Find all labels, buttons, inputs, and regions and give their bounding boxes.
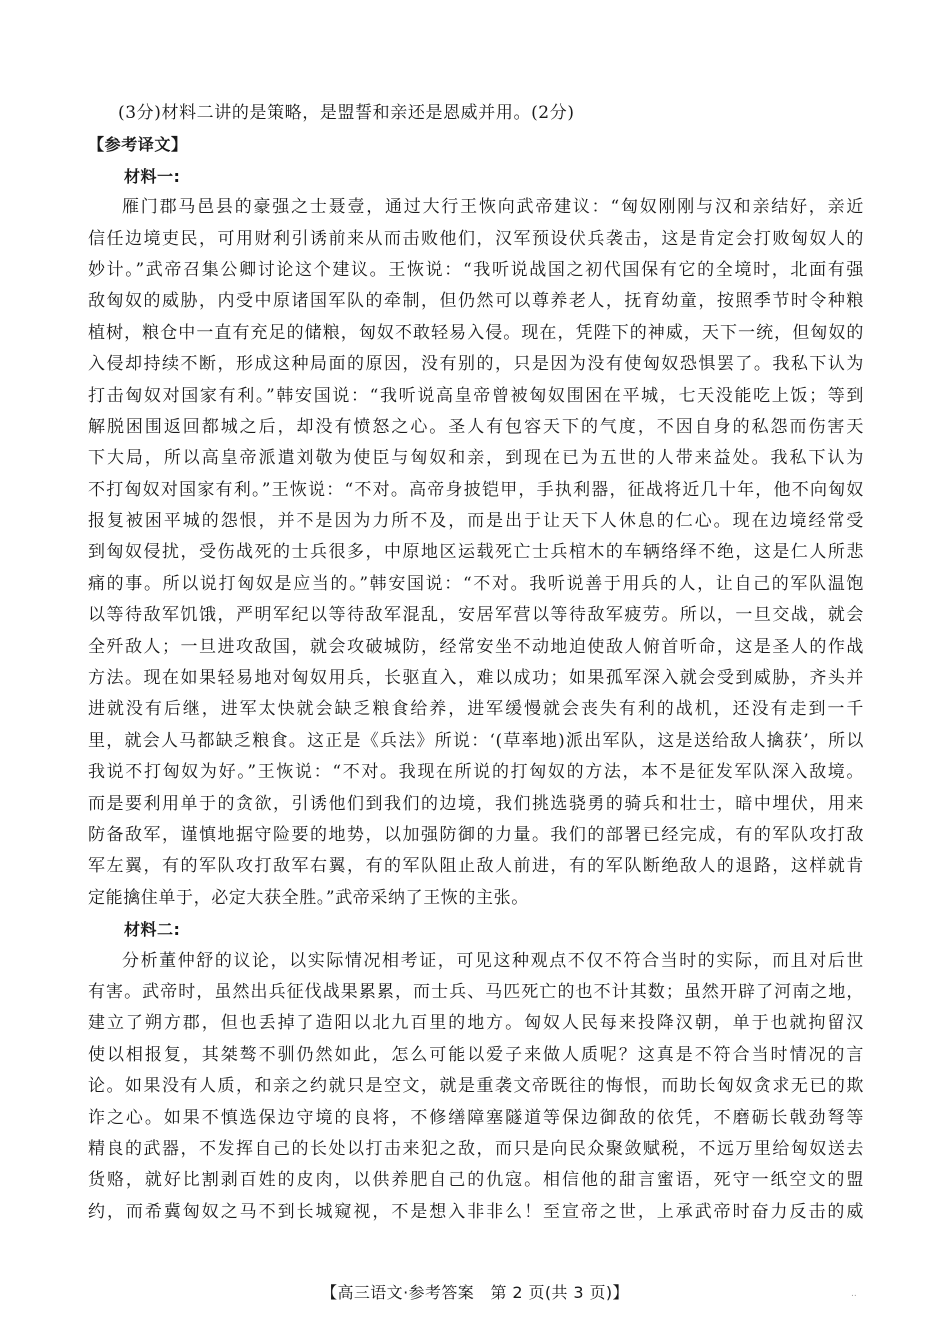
text-line: 分析董仲舒的议论，以实际情况相考证，可见这种观点不仅不符合当时的实际，而且对后世 [122, 950, 864, 971]
text-line: 打击匈奴对国家有利。”韩安国说：“我听说高皇帝曾被匈奴围困在平城，七天没能吃上饭；等到 [88, 385, 864, 406]
text-line: 到匈奴侵扰，受伤战死的士兵很多，中原地区运载死亡士兵棺木的车辆络绎不绝，这是仁人所悲 [88, 542, 864, 563]
text-line: 敌匈奴的威胁，内受中原诸国军队的牵制，但仍然可以尊养老人，抚育幼童，按照季节时令种粮 [88, 291, 864, 312]
section-title: 【参考译文】 [88, 135, 188, 155]
text-line: 军左翼，有的军队攻打敌军右翼，有的军队阻止敌人前进，有的军队断绝敌人的退路，这样就肯 [88, 856, 864, 877]
text-line: 痛的事。所以说打匈奴是应当的。”韩安国说：“不对。我听说善于用兵的人，让自己的军队温饱 [88, 573, 864, 594]
text-line: 入侵却持续不断，形成这种局面的原因，没有别的，只是因为没有使匈奴恐惧罢了。我私下认为 [88, 354, 864, 375]
text-line: 雁门郡马邑县的豪强之士聂壹，通过大行王恢向武帝建议：“匈奴刚刚与汉和亲结好，亲近 [122, 197, 864, 218]
material1-title: 材料一: [124, 166, 181, 186]
text-line: 建立了朔方郡，但也丢掉了造阳以北九百里的地方。匈奴人民每来投降汉朝，单于也就拘留汉 [88, 1013, 864, 1034]
text-line: 防备敌军，谨慎地据守险要的地势，以加强防御的力量。我们的部署已经完成，有的军队攻打敌 [88, 824, 864, 845]
page-footer: 【高三语文·参考答案 第 2 页(共 3 页)】 [321, 1283, 629, 1302]
text-line: 诈之心。如果不慎选保边守境的良将，不修缮障塞隧道等保边御敌的依凭，不磨砺长戟劲弩等 [88, 1107, 864, 1128]
corner-mark: .. [851, 1289, 857, 1299]
text-line: 妙计。”武帝召集公卿讨论这个建议。王恢说：“我听说战国之初代国保有它的全境时，北面有强 [88, 259, 864, 280]
text-line: 精良的武器，不发挥自己的长处以打击来犯之敌，而只是向民众聚敛赋税，不远万里给匈奴送去 [88, 1138, 864, 1159]
text-line: 解脱困围返回都城之后，却没有愤怒之心。圣人有包容天下的气度，不因自身的私怨而伤害天 [88, 416, 864, 437]
text-line: 植树，粮仓中一直有充足的储粮，匈奴不敢轻易入侵。现在，凭陛下的神威，天下一统，但匈奴的 [88, 322, 864, 343]
intro-line: (3分)材料二讲的是策略，是盟誓和亲还是恩威并用。(2分) [118, 103, 575, 123]
material2-title: 材料二: [124, 920, 181, 940]
text-line: 信任边境吏民，可用财利引诱前来从而击败他们，汉军预设伏兵袭击，这是肯定会打败匈奴人的 [88, 228, 864, 249]
text-line: 我说不打匈奴为好。”王恢说：“不对。我现在所说的打匈奴的方法，本不是征发军队深入敌境。 [88, 762, 864, 783]
text-line: 不打匈奴对国家有利。”王恢说：“不对。高帝身披铠甲，手执利器，征战将近几十年，他不向匈奴 [88, 479, 864, 500]
text-line: 方法。现在如果轻易地对匈奴用兵，长驱直入，难以成功；如果孤军深入就会受到威胁，齐头并 [88, 668, 864, 689]
text-line: 以等待敌军饥饿，严明军纪以等待敌军混乱，安居军营以等待敌军疲劳。所以，一旦交战，就会 [88, 605, 864, 626]
text-line: 有害。武帝时，虽然出兵征伐战果累累，而士兵、马匹死亡的也不计其数；虽然开辟了河南之地， [88, 981, 864, 1002]
text-line: 下大局，所以高皇帝派遣刘敬为使臣与匈奴和亲，到现在已为五世的人带来益处。我私下认为 [88, 448, 864, 469]
text-line: 论。如果没有人质，和亲之约就只是空文，就是重袭文帝既往的悔恨，而助长匈奴贪求无已的欺 [88, 1076, 864, 1097]
document-body [88, 98, 864, 1228]
text-line: 使以相报复，其桀骜不驯仍然如此，怎么可能以爱子来做人质呢？这真是不符合当时情况的言 [88, 1044, 864, 1065]
text-line: 货赂，就好比割剥百姓的皮肉，以供养肥自己的仇寇。相信他的甜言蜜语，死守一纸空文的盟 [88, 1170, 864, 1191]
material2-paragraph [88, 946, 864, 1229]
material1-paragraph [88, 192, 864, 914]
text-line: 进就没有后继，进军太快就会缺乏粮食给养，进军缓慢就会丧失有利的战机，还没有走到一千 [88, 699, 864, 720]
text-line: 里，就会人马都缺乏粮食。这正是《兵法》所说：‘(草率地)派出军队，这是送给敌人擒获’，所以 [88, 730, 864, 751]
text-line: 报复被困平城的怨恨，并不是因为力所不及，而是出于让天下人休息的仁心。现在边境经常受 [88, 511, 864, 532]
text-line: 全歼敌人；一旦进攻敌国，就会攻破城防，经常安坐不动地迫使敌人俯首听命，这是圣人的作战 [88, 636, 864, 657]
text-line: 而是要利用单于的贪欲，引诱他们到我们的边境，我们挑选骁勇的骑兵和壮士，暗中埋伏，用来 [88, 793, 864, 814]
text-line: 约，而希冀匈奴之马不到长城窥视，不是想入非非么！至宣帝之世，上承武帝时奋力反击的威 [88, 1201, 864, 1222]
text-line: 定能擒住单于，必定大获全胜。”武帝采纳了王恢的主张。 [88, 887, 529, 908]
